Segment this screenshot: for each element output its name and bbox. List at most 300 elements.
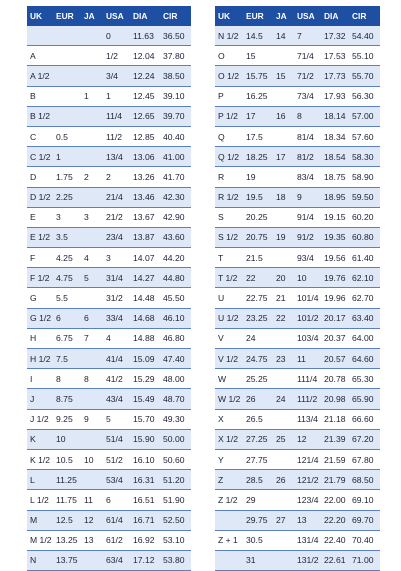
cell-eur: 17 [243,106,273,126]
cell-eur: 22 [243,268,273,288]
table-row [27,187,191,207]
cell-ja [273,409,294,429]
header-cir: CIR [349,6,380,26]
cell-usa: 11 [294,349,321,369]
cell-eur: 28.5 [243,470,273,490]
cell-cir: 57.00 [349,106,380,126]
table-row [215,227,380,247]
cell-usa: 61/4 [103,510,130,530]
cell-eur: 5.5 [53,288,81,308]
cell-eur: 24 [243,328,273,348]
cell-ja: 26 [273,470,294,490]
cell-dia: 15.90 [130,429,160,449]
cell-cir: 47.40 [160,349,191,369]
table-row [27,328,191,348]
cell-dia: 19.56 [321,248,349,268]
cell-uk: B 1/2 [27,106,53,126]
cell-dia: 12.65 [130,106,160,126]
table-row [215,187,380,207]
table-row [27,510,191,530]
table-row [27,248,191,268]
cell-dia: 17.93 [321,86,349,106]
cell-ja [81,147,103,167]
cell-usa: 123/4 [294,490,321,510]
cell-cir: 55.70 [349,66,380,86]
cell-dia: 16.10 [130,449,160,469]
cell-dia: 15.09 [130,349,160,369]
cell-dia: 17.53 [321,46,349,66]
cell-dia: 19.76 [321,268,349,288]
cell-cir: 65.30 [349,369,380,389]
header-uk: UK [27,6,53,26]
cell-dia: 18.34 [321,126,349,146]
cell-usa: 7 [294,26,321,46]
cell-eur: 24.75 [243,349,273,369]
cell-dia: 15.29 [130,369,160,389]
cell-cir: 58.30 [349,147,380,167]
cell-eur: 6 [53,308,81,328]
cell-cir: 46.10 [160,308,191,328]
cell-uk: R [215,167,243,187]
table-row [27,550,191,570]
cell-usa: 23/4 [103,227,130,247]
cell-cir: 58.90 [349,167,380,187]
table-row [27,470,191,490]
cell-usa: 101/4 [294,288,321,308]
cell-uk: I [27,369,53,389]
cell-cir: 64.60 [349,349,380,369]
cell-usa: 61/2 [103,530,130,550]
cell-uk: Z + 1 [215,530,243,550]
cell-eur: 15.75 [243,66,273,86]
table-row [27,530,191,550]
cell-cir: 65.90 [349,389,380,409]
table-row [215,26,380,46]
cell-dia: 12.24 [130,66,160,86]
cell-dia: 14.07 [130,248,160,268]
cell-usa: 101/2 [294,308,321,328]
cell-ja [273,530,294,550]
cell-ja [273,46,294,66]
cell-ja [81,227,103,247]
cell-uk [27,26,53,46]
cell-ja: 11 [81,490,103,510]
cell-cir: 42.90 [160,207,191,227]
cell-usa: 31/4 [103,268,130,288]
cell-usa: 91/2 [294,227,321,247]
cell-ja: 7 [81,328,103,348]
cell-ja [273,126,294,146]
cell-cir: 56.30 [349,86,380,106]
table-row [215,510,380,530]
cell-usa: 111/2 [294,389,321,409]
cell-dia: 15.70 [130,409,160,429]
cell-dia: 12.85 [130,126,160,146]
cell-cir: 63.40 [349,308,380,328]
cell-ja [81,106,103,126]
cell-uk: V [215,328,243,348]
cell-usa: 131/2 [294,550,321,570]
cell-eur: 25.25 [243,369,273,389]
table-row [27,349,191,369]
cell-usa: 3/4 [103,66,130,86]
cell-cir: 46.80 [160,328,191,348]
cell-cir: 48.70 [160,389,191,409]
cell-eur [53,66,81,86]
cell-eur: 1 [53,147,81,167]
cell-uk: Z 1/2 [215,490,243,510]
cell-cir: 69.10 [349,490,380,510]
table-row [27,26,191,46]
cell-eur: 27.75 [243,449,273,469]
cell-dia: 22.00 [321,490,349,510]
cell-eur [53,46,81,66]
cell-uk: G 1/2 [27,308,53,328]
cell-usa: 10 [294,268,321,288]
cell-eur: 23.25 [243,308,273,328]
cell-uk: D 1/2 [27,187,53,207]
cell-cir: 37.80 [160,46,191,66]
cell-usa: 8 [294,106,321,126]
cell-eur: 17.5 [243,126,273,146]
cell-usa: 43/4 [103,389,130,409]
cell-ja: 8 [81,369,103,389]
cell-eur: 18.25 [243,147,273,167]
cell-dia: 22.40 [321,530,349,550]
cell-uk: J 1/2 [27,409,53,429]
cell-eur: 10 [53,429,81,449]
cell-dia: 13.87 [130,227,160,247]
cell-eur: 22.75 [243,288,273,308]
cell-cir: 50.60 [160,449,191,469]
header-row [215,6,380,26]
cell-cir: 39.70 [160,106,191,126]
table-row [27,126,191,146]
table-row [215,167,380,187]
cell-cir: 38.50 [160,66,191,86]
cell-eur: 26 [243,389,273,409]
table-row [27,389,191,409]
cell-eur: 27.25 [243,429,273,449]
cell-ja [81,470,103,490]
cell-eur: 30.5 [243,530,273,550]
cell-usa: 63/4 [103,550,130,570]
table-row [215,106,380,126]
cell-uk: U [215,288,243,308]
cell-uk: Q 1/2 [215,147,243,167]
cell-uk: T 1/2 [215,268,243,288]
cell-dia: 14.27 [130,268,160,288]
table-row [215,147,380,167]
table-row [215,288,380,308]
cell-usa: 71/2 [294,66,321,86]
cell-usa: 11/4 [103,106,130,126]
cell-uk: S 1/2 [215,227,243,247]
size-table-right [215,6,380,571]
cell-usa: 33/4 [103,308,130,328]
cell-dia: 16.31 [130,470,160,490]
cell-ja: 22 [273,308,294,328]
cell-eur: 21.5 [243,248,273,268]
cell-usa: 12 [294,429,321,449]
cell-ja: 15 [273,66,294,86]
table-row [27,66,191,86]
cell-cir: 52.50 [160,510,191,530]
table-row [215,429,380,449]
table-row [215,308,380,328]
cell-eur: 19 [243,167,273,187]
cell-eur: 8.75 [53,389,81,409]
table-row [27,167,191,187]
cell-dia: 20.17 [321,308,349,328]
cell-dia: 21.39 [321,429,349,449]
cell-ja [273,449,294,469]
cell-dia: 14.68 [130,308,160,328]
table-row [27,147,191,167]
cell-usa: 41/4 [103,349,130,369]
cell-eur [53,86,81,106]
cell-eur: 2.25 [53,187,81,207]
cell-ja [273,328,294,348]
cell-dia: 13.26 [130,167,160,187]
cell-uk: K 1/2 [27,449,53,469]
cell-dia: 18.54 [321,147,349,167]
cell-uk: F [27,248,53,268]
cell-eur [53,106,81,126]
cell-usa: 103/4 [294,328,321,348]
table-row [27,46,191,66]
size-table-left [27,6,191,571]
cell-eur: 20.75 [243,227,273,247]
cell-usa: 81/2 [294,147,321,167]
cell-cir: 49.30 [160,409,191,429]
cell-ja: 25 [273,429,294,449]
cell-uk: J [27,389,53,409]
cell-cir: 70.40 [349,530,380,550]
cell-ja: 12 [81,510,103,530]
cell-usa: 93/4 [294,248,321,268]
cell-cir: 44.20 [160,248,191,268]
cell-ja: 27 [273,510,294,530]
cell-usa: 111/4 [294,369,321,389]
cell-cir: 54.40 [349,26,380,46]
table-row [215,268,380,288]
cell-ja [273,369,294,389]
cell-usa: 51/2 [103,449,130,469]
cell-ja: 14 [273,26,294,46]
cell-ja: 4 [81,248,103,268]
cell-dia: 17.32 [321,26,349,46]
cell-cir: 60.80 [349,227,380,247]
cell-eur: 16.25 [243,86,273,106]
cell-eur: 9.25 [53,409,81,429]
cell-uk: X 1/2 [215,429,243,449]
cell-ja [273,167,294,187]
table-row [215,66,380,86]
cell-eur: 6.75 [53,328,81,348]
cell-uk: T [215,248,243,268]
cell-uk: H 1/2 [27,349,53,369]
header-ja: JA [273,6,294,26]
cell-ja: 21 [273,288,294,308]
table-row [27,308,191,328]
header-usa: USA [294,6,321,26]
cell-uk: Z [215,470,243,490]
header-uk: UK [215,6,243,26]
cell-cir: 41.70 [160,167,191,187]
table-row [27,86,191,106]
cell-cir: 41.00 [160,147,191,167]
cell-ja [81,26,103,46]
cell-cir: 53.80 [160,550,191,570]
table-row [27,490,191,510]
cell-eur: 10.5 [53,449,81,469]
cell-dia: 21.79 [321,470,349,490]
cell-uk: G [27,288,53,308]
cell-eur: 11.75 [53,490,81,510]
table-row [27,227,191,247]
cell-eur: 8 [53,369,81,389]
cell-cir: 59.50 [349,187,380,207]
cell-ja [81,66,103,86]
table-row [215,349,380,369]
cell-cir: 48.00 [160,369,191,389]
cell-ja: 9 [81,409,103,429]
header-ja: JA [81,6,103,26]
cell-ja: 23 [273,349,294,369]
cell-usa: 91/4 [294,207,321,227]
cell-usa: 11/2 [103,126,130,146]
cell-uk: Q [215,126,243,146]
cell-uk: K [27,429,53,449]
cell-dia: 21.59 [321,449,349,469]
cell-dia: 14.88 [130,328,160,348]
cell-uk: N 1/2 [215,26,243,46]
cell-usa: 53/4 [103,470,130,490]
cell-ja [273,550,294,570]
cell-usa: 121/2 [294,470,321,490]
cell-uk: A [27,46,53,66]
cell-usa: 9 [294,187,321,207]
cell-ja [273,490,294,510]
cell-dia: 16.71 [130,510,160,530]
cell-eur: 29.75 [243,510,273,530]
cell-ja: 16 [273,106,294,126]
cell-uk: R 1/2 [215,187,243,207]
cell-uk: C [27,126,53,146]
cell-uk: E 1/2 [27,227,53,247]
cell-eur: 19.5 [243,187,273,207]
table-row [215,409,380,429]
cell-usa: 4 [103,328,130,348]
cell-dia: 13.67 [130,207,160,227]
cell-ja [81,389,103,409]
cell-usa: 2 [103,167,130,187]
cell-ja [81,126,103,146]
cell-uk: P 1/2 [215,106,243,126]
cell-eur: 20.25 [243,207,273,227]
cell-dia: 12.04 [130,46,160,66]
cell-dia: 16.51 [130,490,160,510]
cell-uk: L 1/2 [27,490,53,510]
table-row [27,409,191,429]
cell-ja: 24 [273,389,294,409]
cell-ja [81,187,103,207]
cell-ja [81,46,103,66]
cell-ja [273,248,294,268]
cell-eur: 4.25 [53,248,81,268]
table-row [215,248,380,268]
cell-ja: 1 [81,86,103,106]
cell-eur: 31 [243,550,273,570]
cell-cir: 61.40 [349,248,380,268]
cell-eur: 7.5 [53,349,81,369]
header-dia: DIA [321,6,349,26]
cell-ja: 10 [81,449,103,469]
cell-ja [81,550,103,570]
cell-ja: 17 [273,147,294,167]
cell-ja: 20 [273,268,294,288]
cell-cir: 66.60 [349,409,380,429]
cell-dia: 20.98 [321,389,349,409]
cell-dia: 18.14 [321,106,349,126]
cell-uk: M 1/2 [27,530,53,550]
cell-ja: 13 [81,530,103,550]
cell-uk: N [27,550,53,570]
cell-uk: U 1/2 [215,308,243,328]
cell-cir: 42.30 [160,187,191,207]
cell-eur: 11.25 [53,470,81,490]
cell-uk: O 1/2 [215,66,243,86]
cell-ja [81,288,103,308]
cell-uk [215,510,243,530]
cell-usa: 131/4 [294,530,321,550]
cell-cir: 39.10 [160,86,191,106]
cell-cir: 40.40 [160,126,191,146]
header-dia: DIA [130,6,160,26]
table-row [215,207,380,227]
cell-ja: 2 [81,167,103,187]
cell-uk: X [215,409,243,429]
cell-cir: 53.10 [160,530,191,550]
cell-usa: 81/4 [294,126,321,146]
cell-dia: 18.75 [321,167,349,187]
cell-uk: A 1/2 [27,66,53,86]
cell-uk: W [215,369,243,389]
cell-usa: 13/4 [103,147,130,167]
table-row [27,429,191,449]
cell-dia: 20.78 [321,369,349,389]
cell-cir: 55.10 [349,46,380,66]
table-row [27,106,191,126]
cell-uk: P [215,86,243,106]
cell-eur: 3 [53,207,81,227]
cell-ja: 18 [273,187,294,207]
cell-uk: B [27,86,53,106]
table-row [215,389,380,409]
header-row [27,6,191,26]
cell-uk: L [27,470,53,490]
cell-dia: 18.95 [321,187,349,207]
cell-cir: 62.10 [349,268,380,288]
cell-cir: 67.80 [349,449,380,469]
table-row [215,126,380,146]
cell-cir: 43.60 [160,227,191,247]
cell-usa: 13 [294,510,321,530]
header-cir: CIR [160,6,191,26]
cell-eur: 0.5 [53,126,81,146]
table-row [215,86,380,106]
